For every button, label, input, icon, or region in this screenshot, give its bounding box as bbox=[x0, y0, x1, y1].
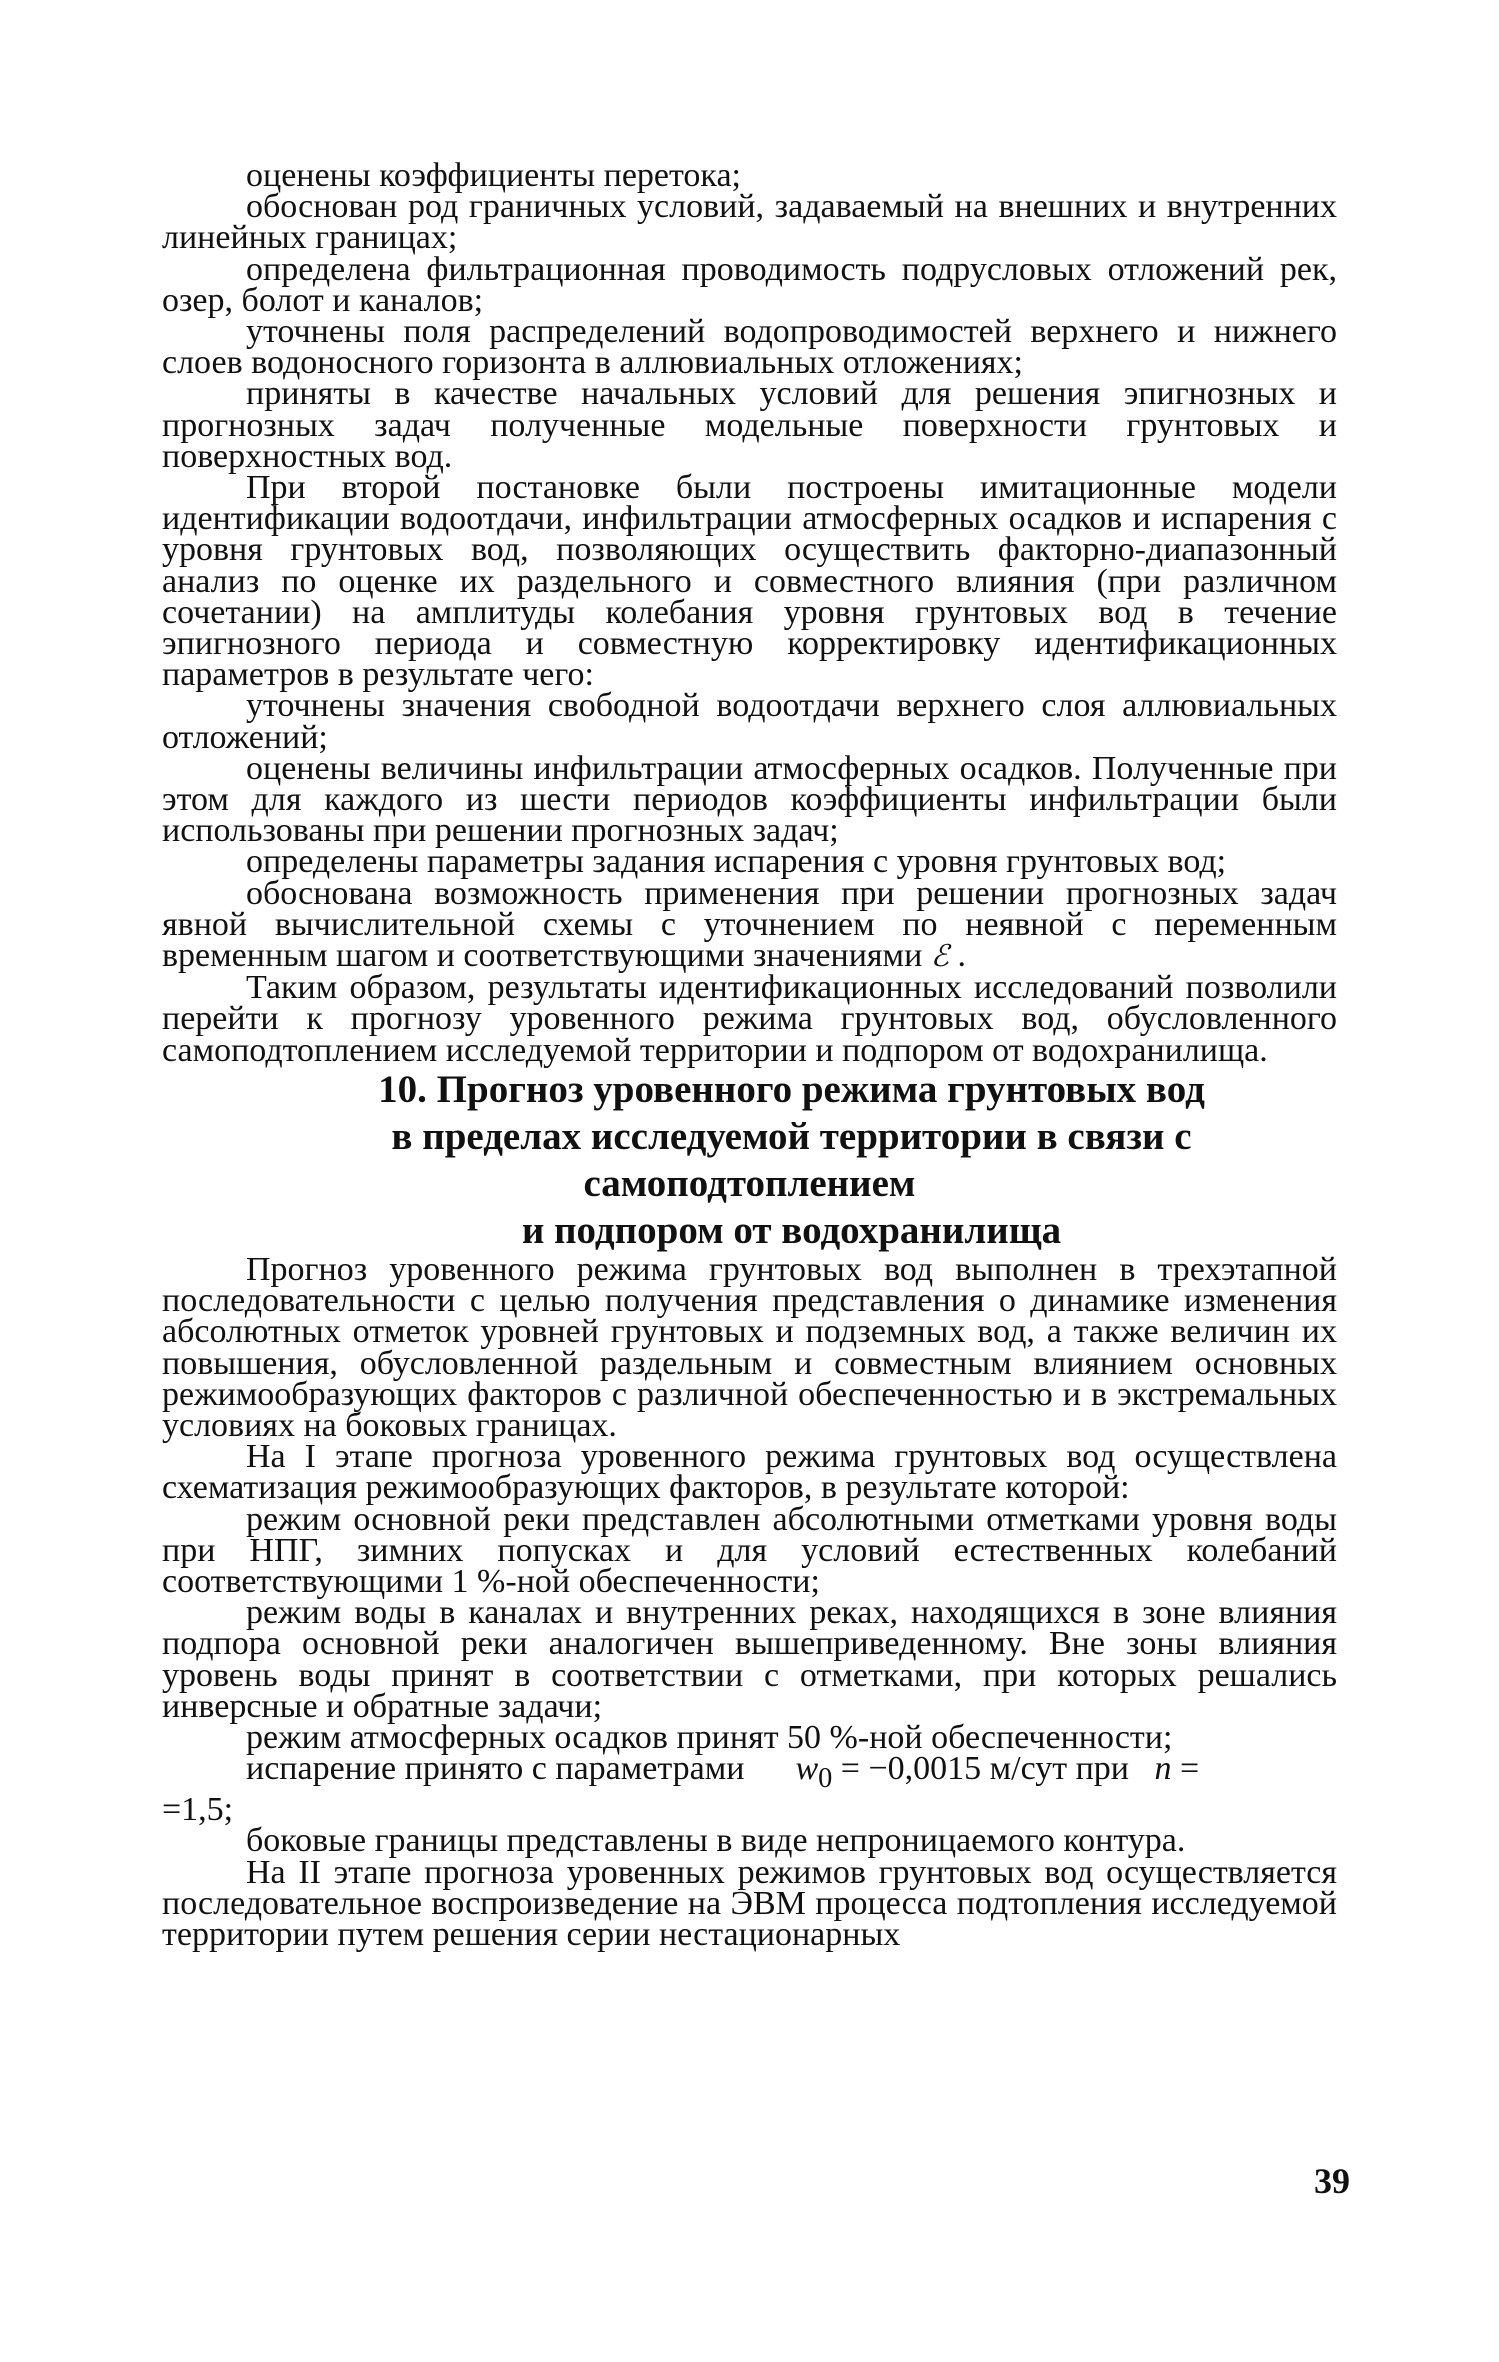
paragraph: режим основной реки представлен абсолютными отметками уровня воды при НПГ, зимних попусках и для условий естественных колебаний соответствующими 1 %-ной обеспеченности; bbox=[162, 1500, 1337, 1600]
heading-line: и подпором от водохранилища bbox=[521, 1208, 1062, 1252]
w-symbol: w bbox=[795, 1750, 819, 1788]
paragraph-evaporation bbox=[162, 1750, 1337, 1794]
section-heading bbox=[162, 1066, 1337, 1254]
paragraph: уточнены поля распределений водопроводимостей верхнего и нижнего слоев водоносного горизонта в аллювиальных отложениях; bbox=[162, 313, 1337, 382]
paragraph: приняты в качестве начальных условий для решения эпигнозных и прогнозных задач полученные модельные поверхности грунтовых и поверхностных вод. bbox=[162, 375, 1337, 475]
w-value: = −0,0015 м/сут при bbox=[840, 1750, 1129, 1788]
paragraph: режим атмосферных осадков принят 50 %-ной обеспеченности; bbox=[246, 1718, 1173, 1756]
paragraph: определены параметры задания испарения с уровня грунтовых вод; bbox=[246, 843, 1227, 881]
page-number: 39 bbox=[1314, 2161, 1350, 2201]
evaporation-continuation: =1,5; bbox=[162, 1791, 234, 1829]
paragraph: оценены коэффициенты перетока; bbox=[246, 157, 741, 194]
paragraph-text: обоснована возможность применения при решении прогнозных задач явной вычислительной схемы с уточнением по неявной с переменным временным шагом и соответствующими значениями bbox=[162, 874, 1337, 975]
paragraph: На II этапе прогноза уровенных режимов грунтовых вод осуществляется последовательное воспроизведение на ЭВМ процесса подтопления исследуемой территории путем решения серии нестационарных bbox=[162, 1853, 1337, 1953]
paragraph: оценены величины инфильтрации атмосферных осадков. Полученные при этом для каждого из шести периодов коэффициенты инфильтрации были использованы при решении прогнозных задач; bbox=[162, 749, 1337, 850]
body-text bbox=[162, 157, 1337, 1953]
paragraph: определена фильтрационная проводимость подрусловых отложений рек, озер, болот и каналов; bbox=[162, 250, 1337, 319]
w-subscript: 0 bbox=[818, 1762, 833, 1794]
paragraph: обоснован род граничных условий, задаваемый на внешних и внутренних линейных границах; bbox=[162, 188, 1337, 257]
n-symbol: n bbox=[1154, 1750, 1172, 1788]
paragraph: уточнены значения свободной водоотдачи верхнего слоя аллювиальных отложений; bbox=[162, 687, 1337, 756]
heading-line: 10. Прогноз уровенного режима грунтовых вод bbox=[378, 1067, 1205, 1111]
paragraph: При второй постановке были построены имитационные модели идентификации водоотдачи, инфильтрации атмосферных осадков и испарения с уровня грунтовых вод, позволяющих осуществить факторно-диапазонный анализ по оценке их раздельного и совместного влияния (при различном сочетании) на амплитуды колебания уровня грунтовых вод в течение эпигнозного периода и совместную корректировку идентификационных параметров в результате чего: bbox=[162, 469, 1337, 694]
heading-line: в пределах исследуемой территории в связи с самоподтоплением bbox=[391, 1114, 1192, 1205]
n-value: = bbox=[1180, 1750, 1200, 1788]
paragraph: режим воды в каналах и внутренних реках, находящихся в зоне влияния подпора основной реки аналогичен вышеприведенному. Вне зоны влияния уровень воды принят в соответствии с отметками, при которых решались инверсные и обратные задачи; bbox=[162, 1594, 1337, 1725]
paragraph: боковые границы представлены в виде непроницаемого контура. bbox=[246, 1822, 1186, 1860]
paragraph-implicit-scheme: обоснована возможность применения при решении прогнозных задач явной вычислительной схемы с уточнением по неявной с переменным временным шагом и соответствующими значениями ℰ . bbox=[162, 874, 1337, 975]
evaporation-text: испарение принято с параметрами bbox=[246, 1750, 745, 1788]
paragraph: На I этапе прогноза уровенного режима грунтовых вод осуществлена схематизация режимообразующих факторов, в результате которой: bbox=[162, 1438, 1337, 1507]
epsilon-symbol: ℰ bbox=[930, 939, 949, 975]
paragraph: Прогноз уровенного режима грунтовых вод выполнен в трехэтапной последовательности с целью получения представления о динамике изменения абсолютных отметок уровней грунтовых и подземных вод, а также величин их повышения, обусловленной раздельным и совместным влиянием основных режимообразующих факторов с различной обеспеченностью и в экстремальных условиях на боковых границах. bbox=[162, 1250, 1337, 1444]
paragraph-conclusion: Таким образом, результаты идентификационных исследований позволили перейти к прогнозу уровенного режима грунтовых вод, обусловленного самоподтоплением исследуемой территории и подпором от водохранилища. bbox=[162, 969, 1337, 1069]
